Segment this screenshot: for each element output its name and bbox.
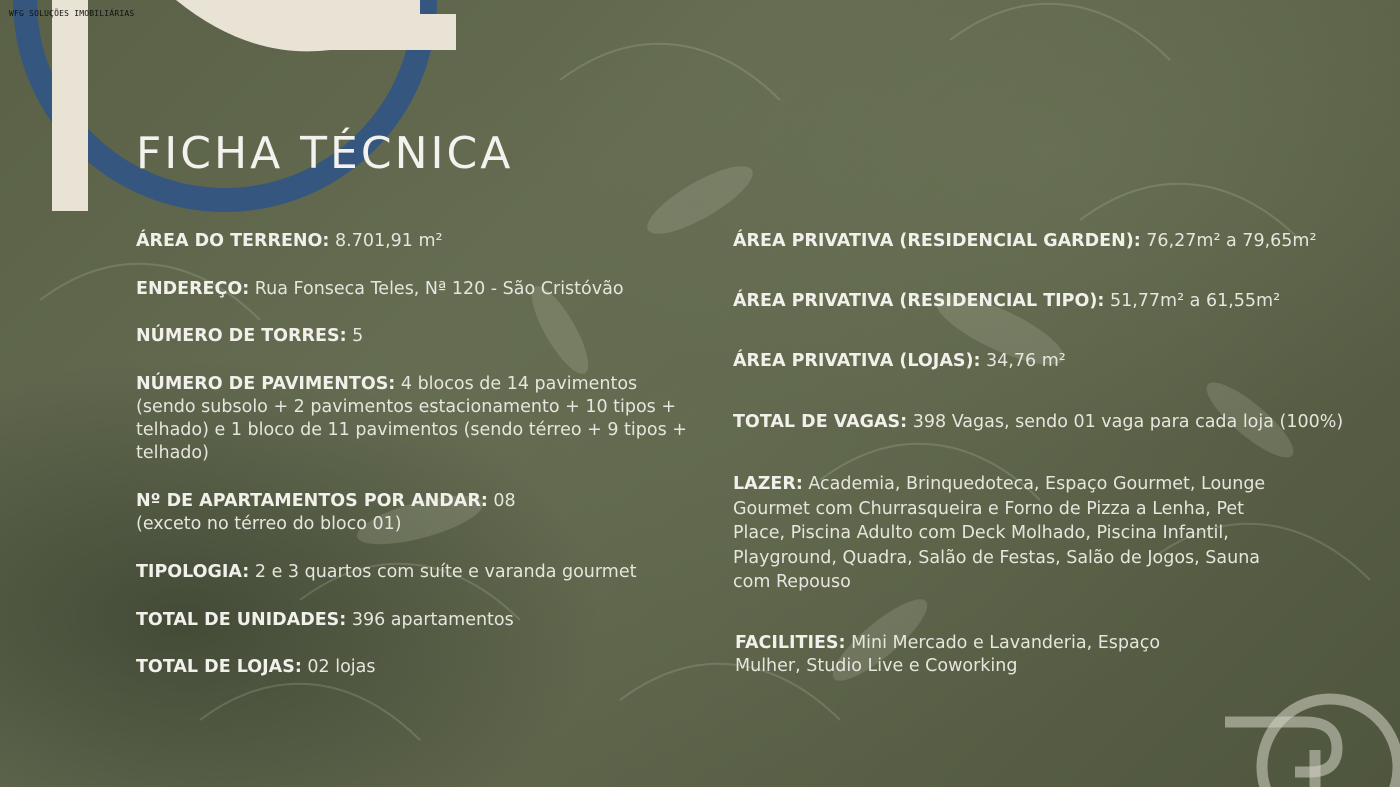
spec-lazer: LAZER: Academia, Brinquedoteca, Espaço Gourmet, Lounge Gourmet com Churrasqueira e Forno de Pizza a Lenha, Pet Place, Piscina Adulto com Deck Molhado, Piscina Infantil, Playground, Quadra, Salão de Festas, Salão de Jogos, Sauna com Repouso <box>733 474 1266 592</box>
spec-area-privativa-lojas: ÁREA PRIVATIVA (LOJAS): 34,76 m² <box>733 351 1066 371</box>
spec-facilities: FACILITIES: Mini Mercado e Lavanderia, Espaço Mulher, Studio Live e Coworking <box>735 633 1161 676</box>
spec-tipologia: TIPOLOGIA: 2 e 3 quartos com suíte e varanda gourmet <box>136 562 637 582</box>
spec-total-vagas: TOTAL DE VAGAS: 398 Vagas, sendo 01 vaga para cada loja (100%) <box>733 412 1344 432</box>
spec-area-privativa-tipo: ÁREA PRIVATIVA (RESIDENCIAL TIPO): 51,77m² a 61,55m² <box>733 291 1281 311</box>
spec-numero-torres: NÚMERO DE TORRES: 5 <box>136 326 364 346</box>
spec-total-lojas: TOTAL DE LOJAS: 02 lojas <box>136 657 376 677</box>
spec-apartamentos-por-andar: Nº DE APARTAMENTOS POR ANDAR: 08 (exceto no térreo do bloco 01) <box>136 491 516 534</box>
brand-logo-outline <box>1215 690 1400 787</box>
spec-numero-pavimentos: NÚMERO DE PAVIMENTOS: 4 blocos de 14 pavimentos (sendo subsolo + 2 pavimentos estacionamento + 10 tipos + telhado) e 1 bloco de 11 pavimentos (sendo térreo + 9 tipos + telhado) <box>136 374 687 463</box>
page-title: FICHA TÉCNICA <box>136 128 514 179</box>
spec-total-unidades: TOTAL DE UNIDADES: 396 apartamentos <box>136 610 514 630</box>
brand-logo-mark <box>0 0 470 215</box>
spec-area-terreno: ÁREA DO TERRENO: 8.701,91 m² <box>136 231 443 251</box>
spec-area-privativa-garden: ÁREA PRIVATIVA (RESIDENCIAL GARDEN): 76,27m² a 79,65m² <box>733 231 1317 251</box>
watermark-text: WFG SOLUÇÕES IMOBILIÁRIAS <box>9 9 135 18</box>
spec-endereco: ENDEREÇO: Rua Fonseca Teles, Nª 120 - São Cristóvão <box>136 279 624 299</box>
